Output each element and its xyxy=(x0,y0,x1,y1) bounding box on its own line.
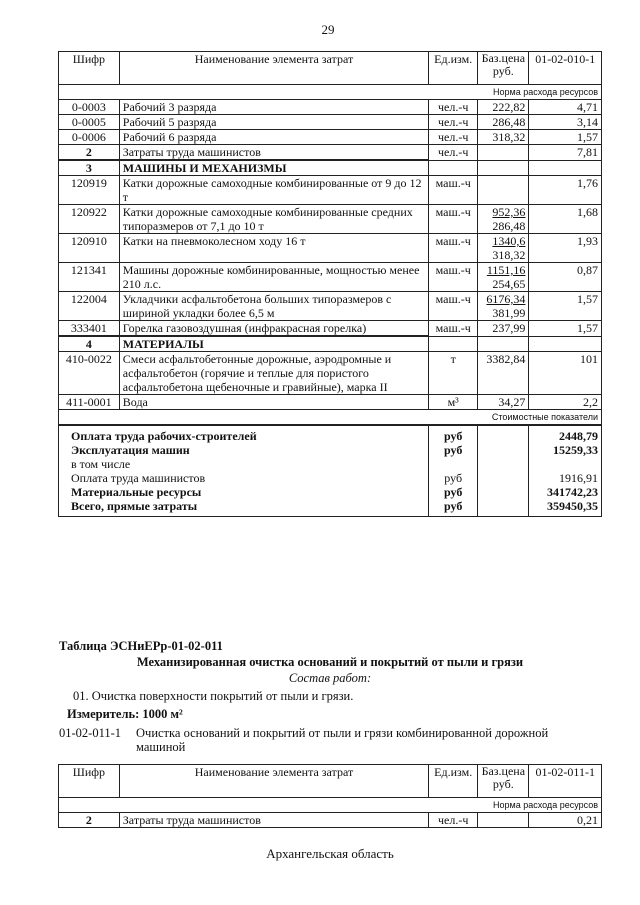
row-code: 120910 xyxy=(59,234,120,263)
row-name: Затраты труда машинистов xyxy=(119,145,428,161)
table-header xyxy=(59,765,602,798)
totals-label: Всего, прямые затраты xyxy=(59,499,429,517)
price-base: 952,36 xyxy=(492,205,526,219)
row-code: 120919 xyxy=(59,176,120,205)
totals-empty xyxy=(478,425,529,443)
totals-unit: руб xyxy=(429,471,478,485)
row-price xyxy=(478,813,529,828)
totals-row xyxy=(59,425,602,443)
row-code: 333401 xyxy=(59,321,120,337)
table-row xyxy=(59,160,602,176)
row-value: 3,14 xyxy=(529,115,602,130)
row-code: 2 xyxy=(59,145,120,161)
row-unit: чел.-ч xyxy=(429,813,478,828)
norm-caption-row xyxy=(59,798,602,813)
row-value: 4,71 xyxy=(529,100,602,115)
norm-caption: Норма расхода ресурсов xyxy=(59,798,602,813)
row-price xyxy=(478,336,529,352)
row-name: Машины дорожные комбинированные, мощностью менее 210 л.с. xyxy=(119,263,428,292)
price-labor: 254,65 xyxy=(492,277,526,291)
header-unit: Ед.изм. xyxy=(429,52,478,85)
row-value: 2,2 xyxy=(529,395,602,410)
row-unit: маш.-ч xyxy=(429,234,478,263)
row-unit: маш.-ч xyxy=(429,263,478,292)
totals-label: Оплата труда машинистов xyxy=(59,471,429,485)
row-name: Рабочий 5 разряда xyxy=(119,115,428,130)
header-code: Шифр xyxy=(59,765,120,798)
totals-empty xyxy=(478,485,529,499)
totals-value: 341742,23 xyxy=(529,485,602,499)
row-price: 222,82 xyxy=(478,100,529,115)
row-value: 7,81 xyxy=(529,145,602,161)
header-price: Баз.цена руб. xyxy=(478,52,529,85)
price-labor: 286,48 xyxy=(492,219,526,233)
totals-unit: руб xyxy=(429,485,478,499)
totals-label: Материальные ресурсы xyxy=(59,485,429,499)
row-code: 0-0005 xyxy=(59,115,120,130)
totals-row xyxy=(59,457,602,471)
item-text: Очистка оснований и покрытий от пыли и грязи комбинированной дорожной машиной xyxy=(136,726,549,754)
totals-unit: руб xyxy=(429,499,478,517)
row-unit: м³ xyxy=(429,395,478,410)
table-row xyxy=(59,234,602,263)
totals-unit: руб xyxy=(429,443,478,457)
row-value: 0,21 xyxy=(529,813,602,828)
row-unit: маш.-ч xyxy=(429,321,478,337)
row-code: 2 xyxy=(59,813,120,828)
totals-label: Эксплуатация машин xyxy=(59,443,429,457)
totals-value: 15259,33 xyxy=(529,443,602,457)
row-price: 237,99 xyxy=(478,321,529,337)
measure: Измеритель: 1000 м² xyxy=(67,707,183,721)
row-unit: чел.-ч xyxy=(429,100,478,115)
table-row xyxy=(59,813,602,828)
row-price xyxy=(478,160,529,176)
totals-value: 359450,35 xyxy=(529,499,602,517)
work-item: 01. Очистка поверхности покрытий от пыли и грязи. xyxy=(73,689,354,703)
row-name: Затраты труда машинистов xyxy=(119,813,428,828)
row-unit: чел.-ч xyxy=(429,145,478,161)
table-row xyxy=(59,130,602,145)
row-name: Вода xyxy=(119,395,428,410)
price-base: 1151,16 xyxy=(486,263,526,277)
header-name: Наименование элемента затрат xyxy=(119,52,428,85)
row-unit xyxy=(429,160,478,176)
table-row xyxy=(59,176,602,205)
table-row xyxy=(59,395,602,410)
totals-unit xyxy=(429,457,478,471)
table-row xyxy=(59,115,602,130)
header-norm-code: 01-02-010-1 xyxy=(529,52,602,85)
row-value: 1,93 xyxy=(529,234,602,263)
price-labor: 318,32 xyxy=(492,248,526,262)
row-value: 1,68 xyxy=(529,205,602,234)
table-row xyxy=(59,321,602,337)
header-norm-code: 01-02-011-1 xyxy=(529,765,602,798)
norm-caption-row xyxy=(59,85,602,100)
cost-caption-row xyxy=(59,410,602,426)
table-row xyxy=(59,205,602,234)
row-price xyxy=(478,176,529,205)
totals-row xyxy=(59,471,602,485)
row-name: Катки на пневмоколесном ходу 16 т xyxy=(119,234,428,263)
resource-table-2 xyxy=(58,764,602,828)
row-name: Катки дорожные самоходные комбинированные средних типоразмеров от 7,1 до 10 т xyxy=(119,205,428,234)
row-unit: т xyxy=(429,352,478,395)
totals-row xyxy=(59,443,602,457)
totals-unit: руб xyxy=(429,425,478,443)
table-row xyxy=(59,100,602,115)
row-price: 286,48 xyxy=(478,115,529,130)
row-unit xyxy=(429,336,478,352)
totals-empty xyxy=(478,499,529,517)
page-number: 29 xyxy=(321,22,335,37)
row-code: 411-0001 xyxy=(59,395,120,410)
price-base: 6176,34 xyxy=(486,292,526,306)
table-header xyxy=(59,52,602,85)
totals-empty xyxy=(478,471,529,485)
totals-empty xyxy=(478,443,529,457)
row-code: 410-0022 xyxy=(59,352,120,395)
resource-table-1 xyxy=(58,51,602,517)
row-unit: чел.-ч xyxy=(429,115,478,130)
section-heading: Механизированная очистка оснований и покрытий от пыли и грязи xyxy=(136,655,524,669)
row-unit: маш.-ч xyxy=(429,176,478,205)
row-value: 101 xyxy=(529,352,602,395)
row-value: 1,57 xyxy=(529,321,602,337)
totals-label: Оплата труда рабочих-строителей xyxy=(59,425,429,443)
header-code: Шифр xyxy=(59,52,120,85)
row-code: 3 xyxy=(59,160,120,176)
row-name: Катки дорожные самоходные комбинированные от 9 до 12 т xyxy=(119,176,428,205)
totals-label: в том числе xyxy=(59,457,429,471)
row-code: 0-0003 xyxy=(59,100,120,115)
table-row xyxy=(59,263,602,292)
row-price xyxy=(478,205,529,234)
row-value xyxy=(529,160,602,176)
row-value: 1,76 xyxy=(529,176,602,205)
totals-value: 2448,79 xyxy=(529,425,602,443)
row-name: Горелка газовоздушная (инфракрасная горелка) xyxy=(119,321,428,337)
totals-empty xyxy=(478,457,529,471)
work-title: Состав работ: xyxy=(288,671,372,685)
cost-caption: Стоимостные показатели xyxy=(59,410,602,426)
table-row xyxy=(59,145,602,161)
row-price xyxy=(478,145,529,161)
row-price: 34,27 xyxy=(478,395,529,410)
row-price: 3382,84 xyxy=(478,352,529,395)
item-code: 01-02-011-1 xyxy=(59,726,122,740)
row-code: 120922 xyxy=(59,205,120,234)
row-value: 0,87 xyxy=(529,263,602,292)
row-value xyxy=(529,336,602,352)
row-code: 122004 xyxy=(59,292,120,321)
row-code: 121341 xyxy=(59,263,120,292)
row-name: МАШИНЫ И МЕХАНИЗМЫ xyxy=(119,160,428,176)
row-value: 1,57 xyxy=(529,292,602,321)
row-value: 1,57 xyxy=(529,130,602,145)
row-code: 0-0006 xyxy=(59,130,120,145)
row-unit: маш.-ч xyxy=(429,292,478,321)
totals-row xyxy=(59,485,602,499)
row-name: Рабочий 6 разряда xyxy=(119,130,428,145)
row-price: 318,32 xyxy=(478,130,529,145)
totals-value: 1916,91 xyxy=(529,471,602,485)
footer-region: Архангельская область xyxy=(266,846,394,861)
row-name: МАТЕРИАЛЫ xyxy=(119,336,428,352)
row-price xyxy=(478,234,529,263)
price-labor: 381,99 xyxy=(492,306,526,320)
totals-row xyxy=(59,499,602,517)
table-title: Таблица ЭСНиЕРр-01-02-011 xyxy=(59,639,223,653)
row-unit: маш.-ч xyxy=(429,205,478,234)
row-unit: чел.-ч xyxy=(429,130,478,145)
price-base: 1340,6 xyxy=(492,234,526,248)
header-price: Баз.цена руб. xyxy=(478,765,529,798)
row-code: 4 xyxy=(59,336,120,352)
header-unit: Ед.изм. xyxy=(429,765,478,798)
row-name: Укладчики асфальтобетона больших типоразмеров с шириной укладки более 6,5 м xyxy=(119,292,428,321)
row-price xyxy=(478,263,529,292)
table-row xyxy=(59,352,602,395)
header-name: Наименование элемента затрат xyxy=(119,765,428,798)
row-price xyxy=(478,292,529,321)
totals-value xyxy=(529,457,602,471)
norm-caption: Норма расхода ресурсов xyxy=(59,85,602,100)
row-name: Смеси асфальтобетонные дорожные, аэродромные и асфальтобетон (горячие и теплые для пористого асфальтобетона щебеночные и гравийные), марка II xyxy=(119,352,428,395)
row-name: Рабочий 3 разряда xyxy=(119,100,428,115)
table-row xyxy=(59,336,602,352)
table-row xyxy=(59,292,602,321)
